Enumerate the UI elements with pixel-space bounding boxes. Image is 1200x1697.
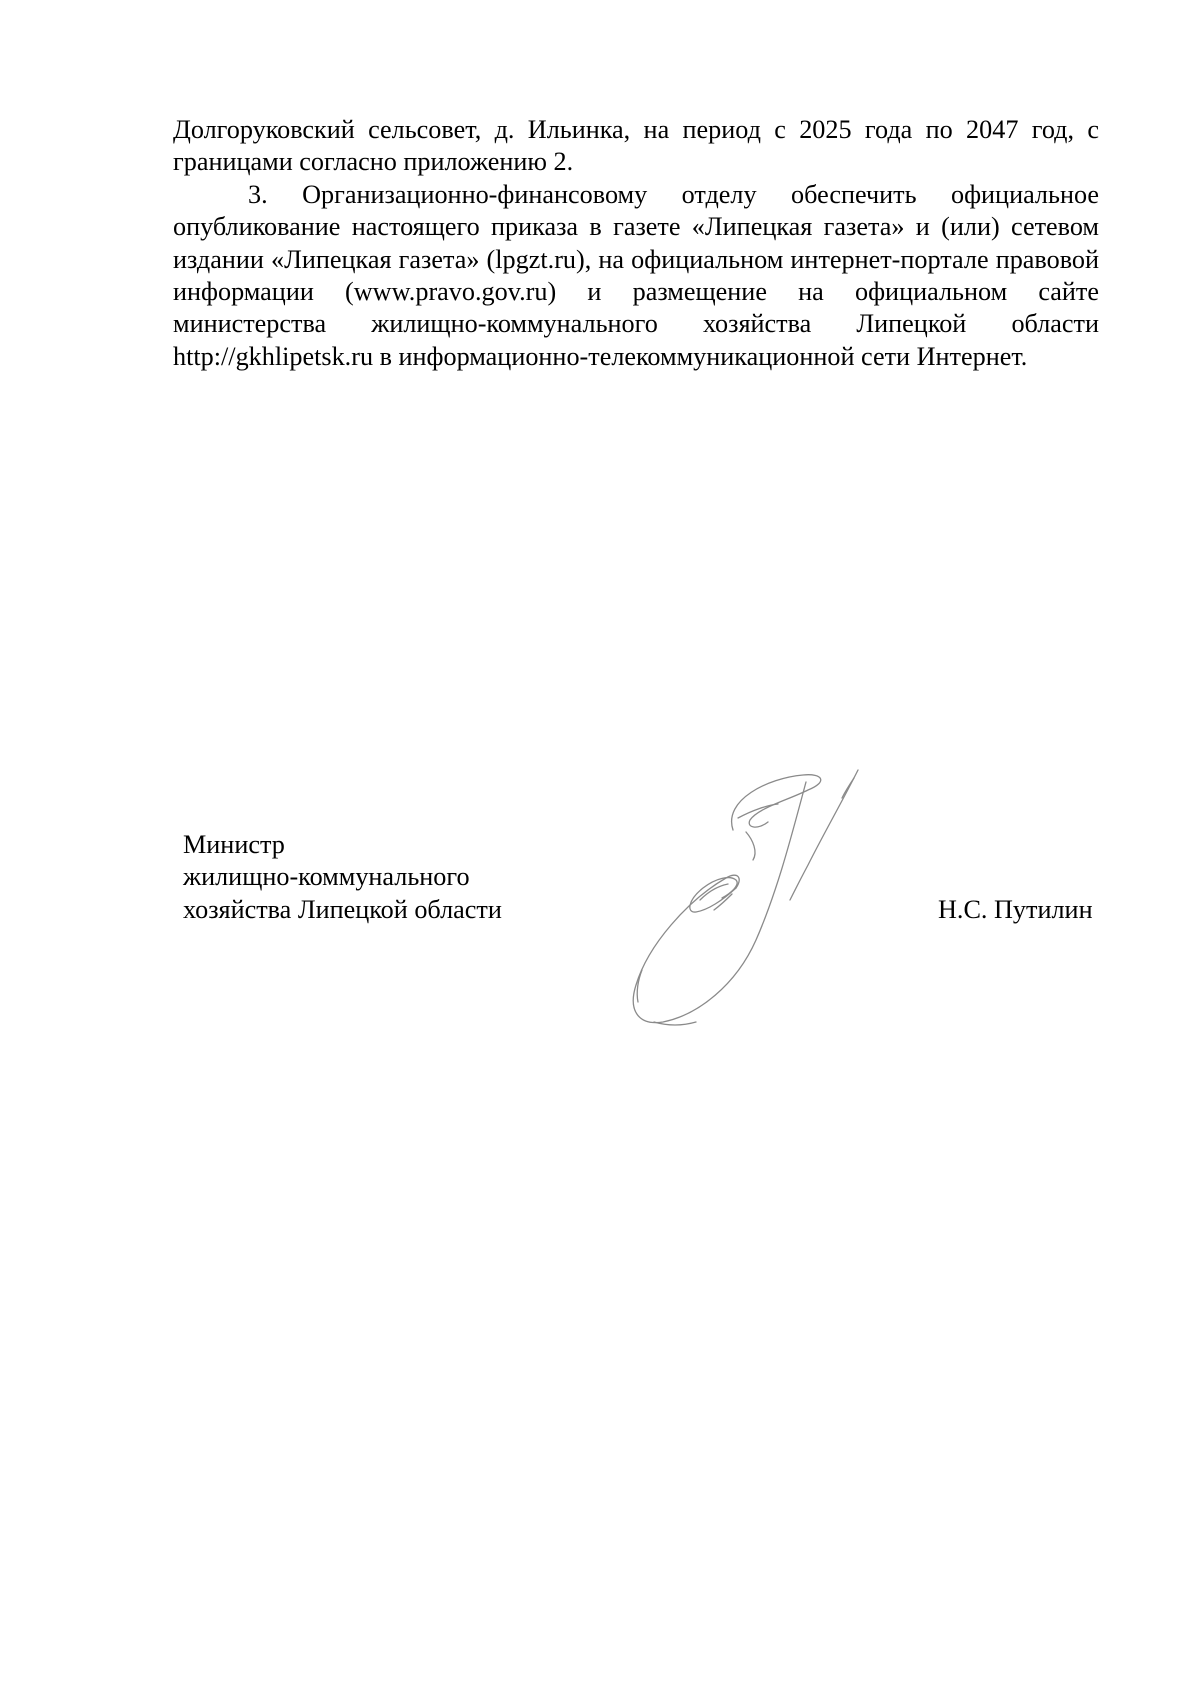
document-body: [173, 114, 1099, 373]
paragraph-continuation: Долгоруковский сельсовет, д. Ильинка, на период с 2025 года по 2047 год, с границами согласно приложению 2.: [173, 115, 1099, 177]
paragraph-item-3: 3. Организационно-финансовому отделу обеспечить официальное опубликование настоящего приказа в газете «Липецкая газета» и (или) сетевом издании «Липецкая газета» (lpgzt.ru), на официальном интернет-портале правовой информации (www.pravo.gov.ru) и размещение на официальном сайте министерства жилищно-коммунального хозяйства Липецкой области http://gkhlipetsk.ru в информационно-телекоммуникационной сети Интернет.: [173, 179, 1099, 371]
signer-name: Н.С. Путилин: [938, 895, 1093, 924]
handwritten-signature-icon: [618, 760, 908, 1060]
signatory-title-line-1: Министр: [183, 830, 285, 859]
signatory-title-line-3: хозяйства Липецкой области: [183, 894, 502, 924]
signatory-title-line-2: жилищно-коммунального: [183, 862, 470, 892]
signatory-title-block: [183, 829, 502, 926]
